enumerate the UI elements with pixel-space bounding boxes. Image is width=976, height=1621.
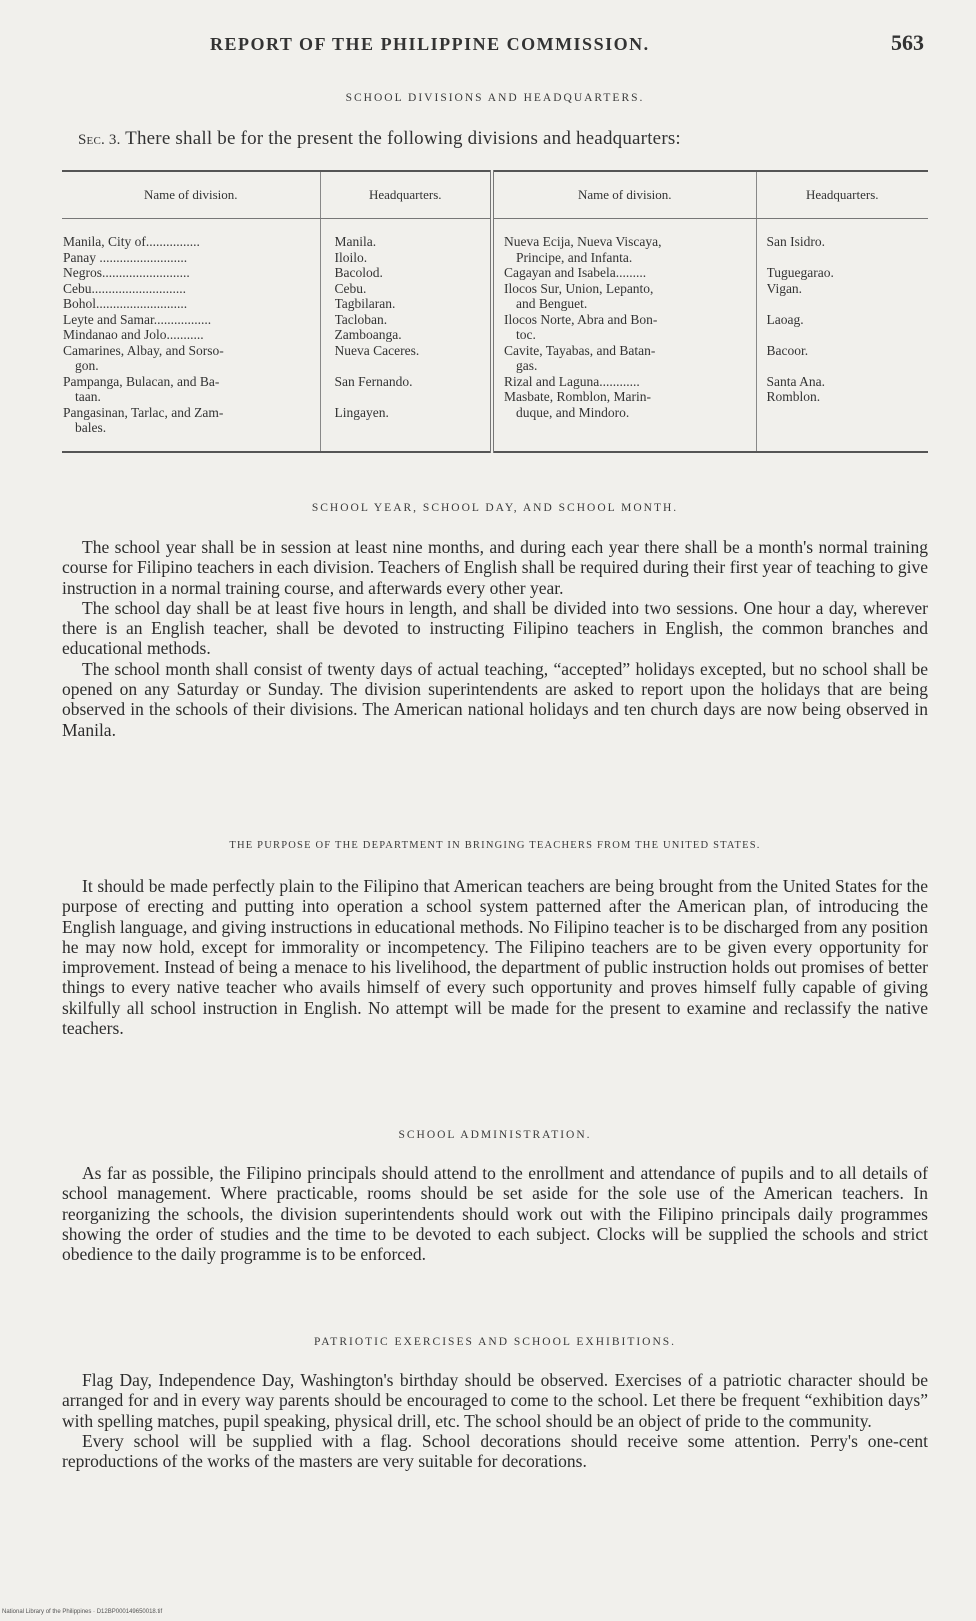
table-cell: Cebu............................ xyxy=(63,281,186,296)
table-cell xyxy=(767,251,928,267)
table-cell: Mindanao and Jolo........... xyxy=(63,328,204,342)
table-cell: bales. xyxy=(75,421,107,435)
table-cell: Tuguegarao. xyxy=(766,266,834,280)
table-header-row xyxy=(62,171,928,219)
table-cell: Bacolod. xyxy=(334,266,383,280)
section-number: Sec. 3. xyxy=(78,132,121,148)
section-body-patriotic xyxy=(62,1370,928,1471)
table-cell xyxy=(335,359,490,375)
section-intro xyxy=(78,128,908,150)
table-cell: Negros.......................... xyxy=(63,266,190,280)
table-cell: Tagbilaran. xyxy=(334,297,396,311)
running-title: REPORT OF THE PHILIPPINE COMMISSION. xyxy=(210,34,650,54)
table-cell: Cagayan and Isabela......... xyxy=(504,266,647,280)
paragraph: The school day shall be at least five hours in length, and shall be divided into two sessions. One hour a day, wherever there is an English teacher, shall be devoted to instructing Filipino teachers in English, the common branches and educational methods. xyxy=(62,597,928,659)
section-body-school-year xyxy=(62,537,928,740)
table-cell: Rizal and Laguna............ xyxy=(504,374,640,389)
col-header-division-left: Name of division. xyxy=(62,171,320,219)
paragraph: The school month shall consist of twenty days of actual teaching, “accepted” holidays excepted, but no school shall be opened on any Saturday or Sunday. The division superintendents are asked to report upon the holidays that are being observed in the schools of their divisions. The American national holidays and ten church days are now being observed in Manila. xyxy=(62,658,928,740)
table-cell: Tacloban. xyxy=(334,312,388,327)
table-cell: taan. xyxy=(75,390,101,404)
table-cell: toc. xyxy=(516,328,536,342)
table-cell: Leyte and Samar................. xyxy=(63,312,212,327)
table-cell: Cebu. xyxy=(334,281,367,296)
table-cell: San Fernando. xyxy=(334,374,413,389)
col-header-headquarters-right: Headquarters. xyxy=(756,171,928,219)
table-cell: Camarines, Albay, and Sorso- xyxy=(63,343,224,358)
table-cell xyxy=(767,359,928,375)
table-cell: Vigan. xyxy=(766,281,803,296)
section-heading-patriotic: PATRIOTIC EXERCISES AND SCHOOL EXHIBITIONS. xyxy=(313,1336,677,1348)
table-cell: Masbate, Romblon, Marin- xyxy=(504,390,651,404)
divisions-table xyxy=(62,170,928,453)
table-cell: Manila, City of................ xyxy=(63,235,200,249)
paragraph: The school year shall be in session at least nine months, and during each year there shall be a month's normal training course for Filipino teachers in each division. Teachers of English shall be required during their first year of teaching to give instruction in a normal training course, and afterwards every other year. xyxy=(62,537,928,598)
section-heading-administration: SCHOOL ADMINISTRATION. xyxy=(398,1129,592,1141)
table-cell: duque, and Mindoro. xyxy=(516,405,630,420)
page-number: 563 xyxy=(891,30,924,55)
table-cell: Zamboanga. xyxy=(334,328,402,342)
table-cell: Bacoor. xyxy=(766,343,809,358)
table-cell: Bohol........................... xyxy=(63,297,188,311)
table-cell: Laoag. xyxy=(766,312,804,327)
table-cell: Pampanga, Bulacan, and Ba- xyxy=(63,374,220,389)
table-cell: and Benguet. xyxy=(516,297,588,311)
table-cell xyxy=(335,421,490,437)
col-header-division-right: Name of division. xyxy=(492,171,756,219)
table-cell: San Isidro. xyxy=(766,235,825,249)
table-cell: Cavite, Tayabas, and Batan- xyxy=(504,343,656,358)
section-heading-purpose: THE PURPOSE OF THE DEPARTMENT IN BRINGING TEACHERS FROM THE UNITED STATES. xyxy=(229,840,761,851)
paragraph: As far as possible, the Filipino principals should attend to the enrollment and attendance of pupils and to all details of school management. Where practicable, rooms should be set aside for the sole use of the American teachers. In reorganizing the schools, the division superintendents should work out with the Filipino principals daily programmes showing the order of studies and the time to be devoted to each subject. Clocks will be supplied the schools and strict obedience to the daily programme is to be enforced. xyxy=(62,1163,928,1265)
paragraph: It should be made perfectly plain to the Filipino that American teachers are being brought from the United States for the purpose of erecting and putting into operation a school system patterned after the American plan, of introducing the English language, and giving instructions in educational methods. No Filipino teacher is to be discharged from any position he may now hold, except for immorality or incompetency. The Filipino teachers are to be given every opportunity for improvement. Instead of being a menace to his livelihood, the department of public instruction holds out promises of better things to every native teacher who avails himself of every such opportunity and proves himself fully capable of giving skilfully all school instruction in English. No attempt will be made for the present to examine and reclassify the native teachers. xyxy=(62,876,928,1039)
table-cell: Ilocos Sur, Union, Lepanto, xyxy=(504,281,654,296)
table-cell xyxy=(767,406,928,422)
section-intro-text: There shall be for the present the following divisions and headquarters: xyxy=(125,128,681,149)
scan-footer: National Library of the Philippines · D12BP000149650018.tif xyxy=(2,1609,163,1615)
table-cell: Santa Ana. xyxy=(766,374,825,389)
left-division-cell xyxy=(62,219,320,452)
table-body-row xyxy=(62,219,928,452)
table-cell: Principe, and Infanta. xyxy=(516,250,633,265)
left-headquarters-cell xyxy=(320,219,492,452)
table-cell: Pangasinan, Tarlac, and Zam- xyxy=(63,405,224,420)
paragraph: Every school will be supplied with a flag. School decorations should receive some attention. Perry's one-cent reproductions of the works of the masters are very suitable for decorations. xyxy=(62,1430,928,1472)
table-cell xyxy=(335,390,490,406)
table-cell: Manila. xyxy=(334,235,377,249)
table-cell: Iloilo. xyxy=(334,250,368,265)
section-heading-divisions: SCHOOL DIVISIONS AND HEADQUARTERS. xyxy=(345,92,645,104)
right-headquarters-cell xyxy=(756,219,928,452)
table-cell: Nueva Ecija, Nueva Viscaya, xyxy=(504,235,662,249)
table-cell: Panay .......................... xyxy=(63,250,188,265)
paragraph: Flag Day, Independence Day, Washington's birthday should be observed. Exercises of a patriotic character should be arranged for and in every way parents should be encouraged to come to the school. Let there be frequent “exhibition days” with spelling matches, pupil speaking, physical drill, etc. The school should be an object of pride to the community. xyxy=(62,1370,928,1431)
table-cell xyxy=(767,297,928,313)
table-cell: gon. xyxy=(75,359,99,373)
section-body-administration xyxy=(62,1163,928,1264)
table-cell: Romblon. xyxy=(766,390,821,404)
table-cell: Ilocos Norte, Abra and Bon- xyxy=(504,312,658,327)
section-heading-school-year: SCHOOL YEAR, SCHOOL DAY, AND SCHOOL MONTH. xyxy=(311,502,679,514)
section-body-purpose xyxy=(62,876,928,1038)
table-cell: gas. xyxy=(516,359,538,373)
col-header-headquarters-left: Headquarters. xyxy=(320,171,492,219)
right-division-cell xyxy=(492,219,756,452)
table-cell xyxy=(767,328,928,344)
table-cell: Lingayen. xyxy=(334,405,389,420)
table-cell: Nueva Caceres. xyxy=(334,343,420,358)
